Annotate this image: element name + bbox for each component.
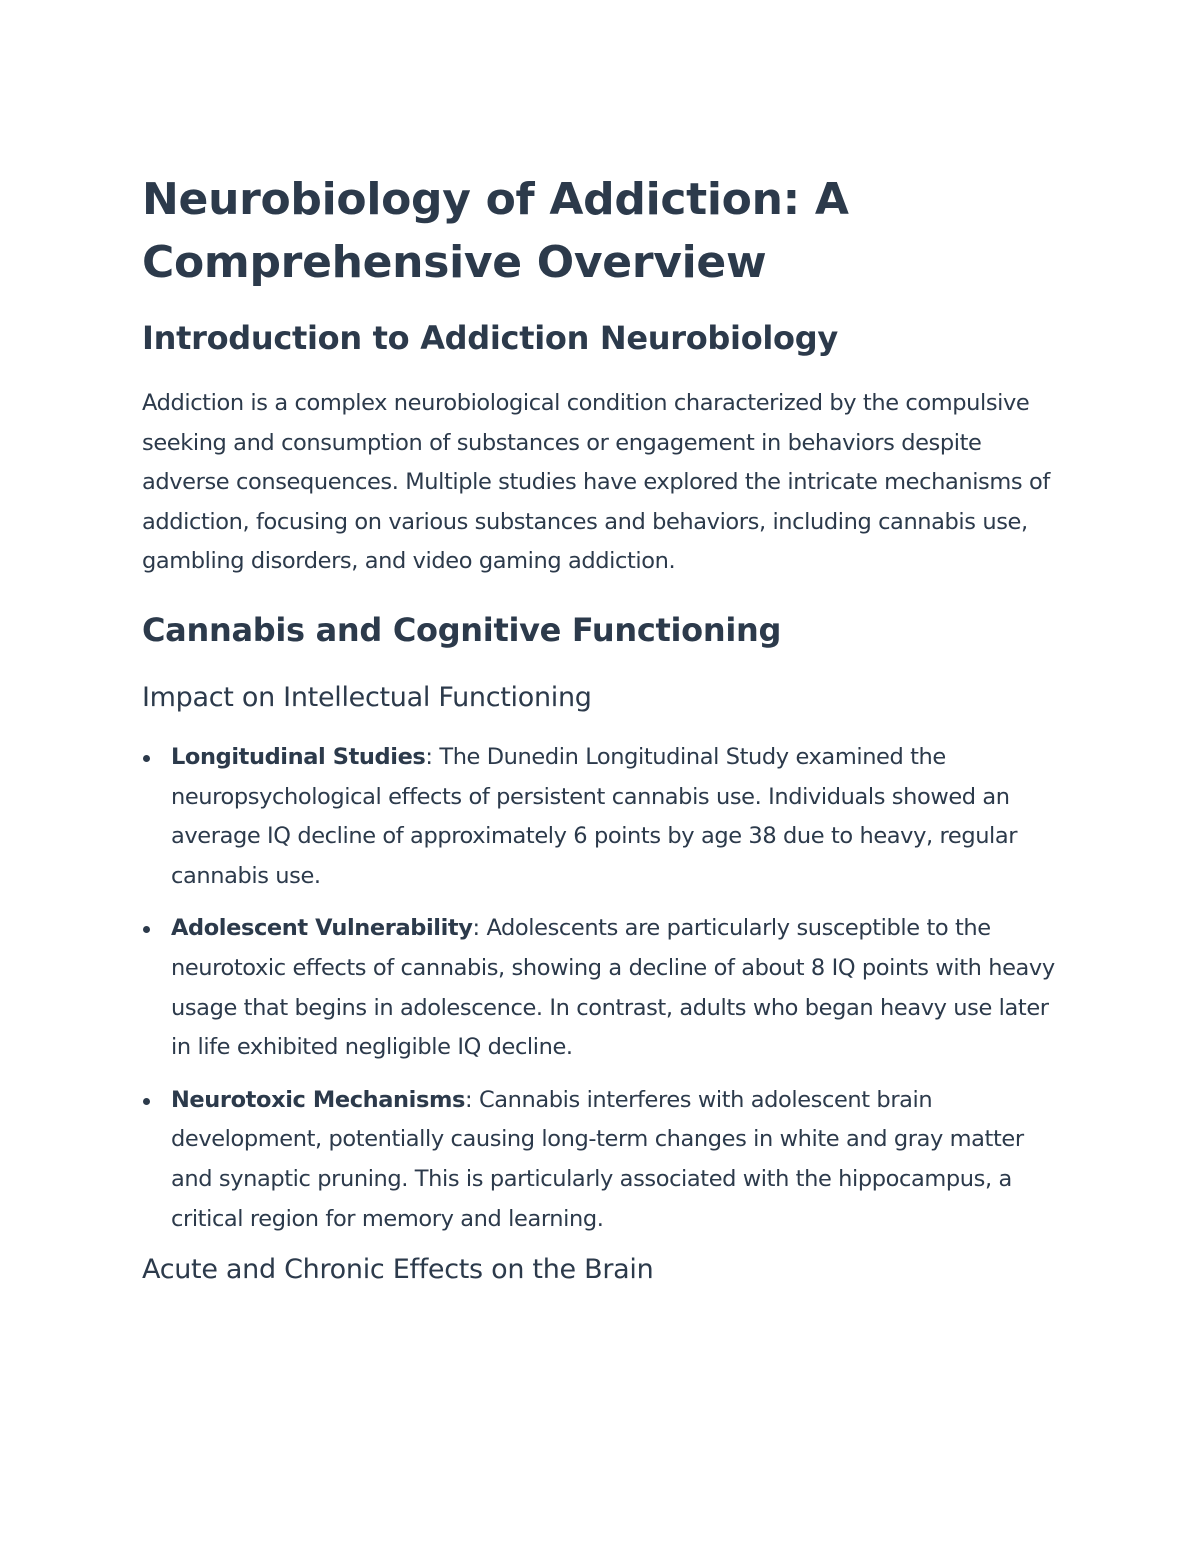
section-heading-introduction: Introduction to Addiction Neurobiology <box>142 319 838 357</box>
document-page <box>142 168 1067 1288</box>
bullet-term: Neurotoxic Mechanisms <box>171 1086 466 1113</box>
bullet-text: : The Dunedin Longitudinal Study examined the neuropsychological effects of persistent cannabis use. Individuals showed an average IQ decline of approximately 6 points by age 38 due to heavy, regular cannabis use. <box>171 743 1018 889</box>
bullet-text: : Cannabis interferes with adolescent brain development, potentially causing long-term changes in white and gray matter and synaptic pruning. This is particularly associated with the hippocampus, a critical region for memory and learning. <box>171 1086 1024 1232</box>
list-item <box>142 1081 1067 1239</box>
list-item <box>142 738 1067 896</box>
bullet-icon <box>143 755 150 762</box>
introduction-paragraph: Addiction is a complex neurobiological condition characterized by the compulsive seeking and consumption of substances or engagement in behaviors despite adverse consequences. Multiple studies have explored the intricate mechanisms of addiction, focusing on various substances and behaviors, including cannabis use, gambling disorders, and video gaming addiction. <box>142 390 1050 575</box>
list-item <box>142 909 1067 1067</box>
subsection-heading-acute-chronic: Acute and Chronic Effects on the Brain <box>142 1254 654 1286</box>
impact-bullet-list <box>142 738 1067 1239</box>
bullet-icon <box>143 926 150 933</box>
subsection-heading-impact: Impact on Intellectual Functioning <box>142 681 592 713</box>
section-heading-cannabis: Cannabis and Cognitive Functioning <box>142 610 782 649</box>
bullet-term: Adolescent Vulnerability <box>171 915 473 942</box>
bullet-term: Longitudinal Studies <box>171 743 426 770</box>
bullet-text: : Adolescents are particularly susceptible to the neurotoxic effects of cannabis, showing a decline of about 8 IQ points with heavy usage that begins in adolescence. In contrast, adults who began heavy use later in life exhibited negligible IQ decline. <box>171 915 1055 1061</box>
bullet-icon <box>143 1098 150 1105</box>
document-title: Neurobiology of Addiction: A Comprehensive Overview <box>142 174 849 288</box>
